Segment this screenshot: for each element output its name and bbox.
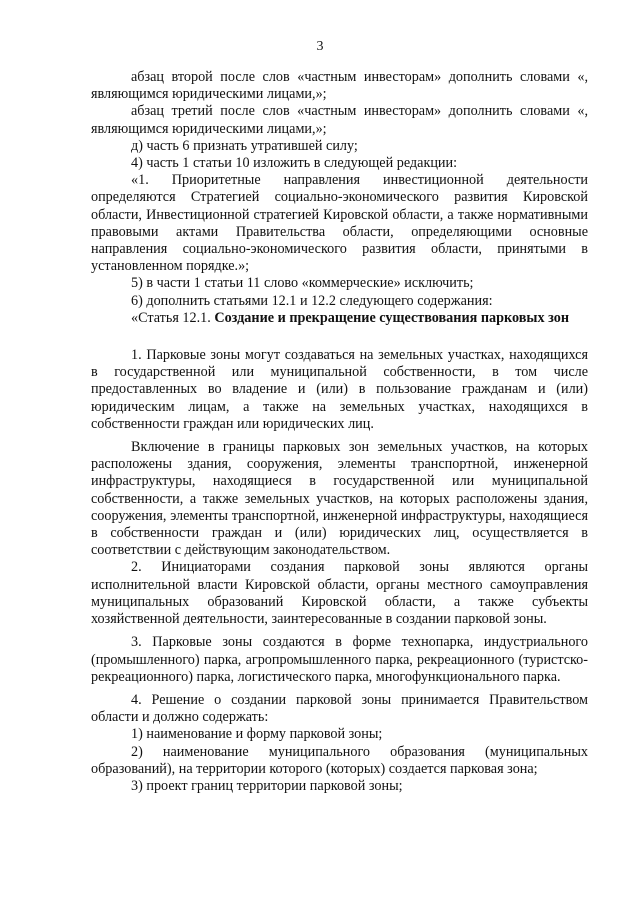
body-list-item-3: 3) проект границ территории парковой зоны; [131,777,403,794]
paragraph-amend-third: абзац третий после слов «частным инвесторам» дополнить словами «, являющимся юридическими лицами,»; [91,103,588,137]
body-paragraph-4: 4. Решение о создании парковой зоны принимается Правительством области и должно содержать: [91,691,588,726]
paragraph-item4: 4) часть 1 статьи 10 изложить в следующей редакции: [131,155,458,172]
body-list-item-2: 2) наименование муниципального образования (муниципальных образований), на территории которого (которых) создается парковая зона; [91,743,588,777]
paragraph-priority: «1. Приоритетные направления инвестиционной деятельности определяются Стратегией социально-экономического развития Кировской области, Инвестиционной стратегией Кировской области, а также нормативными правовыми актами Правительства области, определяющими основные направления социально-экономического развития области, принятыми в установленном порядке.»; [91,172,588,275]
body-paragraph-2: 2. Инициаторами создания парковой зоны являются органы исполнительной власти Кировской области, органы местного самоуправления муниципальных образований Кировской области, а также субъекты хозяйственной деятельности, заинтересованные в создании парковой зоны. [91,559,588,628]
body-paragraph-3: 3. Парковые зоны создаются в форме технопарка, индустриального (промышленного) парка, агропромышленного парка, рекреационного (туристско-рекреационного) парка, логистического парка, многофункционального парка. [91,634,588,685]
paragraph-amend-second: абзац второй после слов «частным инвесторам» дополнить словами «, являющимся юридическими лицами,»; [91,69,588,103]
paragraph-item6: 6) дополнить статьями 12.1 и 12.2 следующего содержания: [131,292,493,309]
page-number: 3 [316,39,324,54]
document-body [91,69,588,795]
paragraph-item5: 5) в части 1 статьи 11 слово «коммерческие» исключить; [131,275,474,292]
article-title: Создание и прекращение существования парковых зон [214,309,570,326]
body-list-item-1: 1) наименование и форму парковой зоны; [131,726,383,743]
paragraph-part6: д) часть 6 признать утратившей силу; [131,137,358,154]
body-paragraph-1: 1. Парковые зоны могут создаваться на земельных участках, находящихся в государственной или муниципальной собственности, в том числе предоставленных во владение и (или) в пользование гражданам и (или) юридическим лицам, а также на земельных участках, находящихся в собственности граждан или юридических лиц. [91,347,588,432]
article-prefix: «Статья 12.1. [131,309,211,326]
body-paragraph-inclusion: Включение в границы парковых зон земельных участков, на которых расположены здания, сооружения, элементы транспортной, инженерной инфраструктуры, находящиеся в государственной или муниципальной собственности, а также земельных участков, на которых расположены здания, сооружения, элементы транспортной, инженерной инфраструктуры, находящиеся в собственности граждан и (или) юридических лиц, осуществляется в соответствии с действующим законодательством. [91,439,588,559]
article-heading [91,310,588,327]
